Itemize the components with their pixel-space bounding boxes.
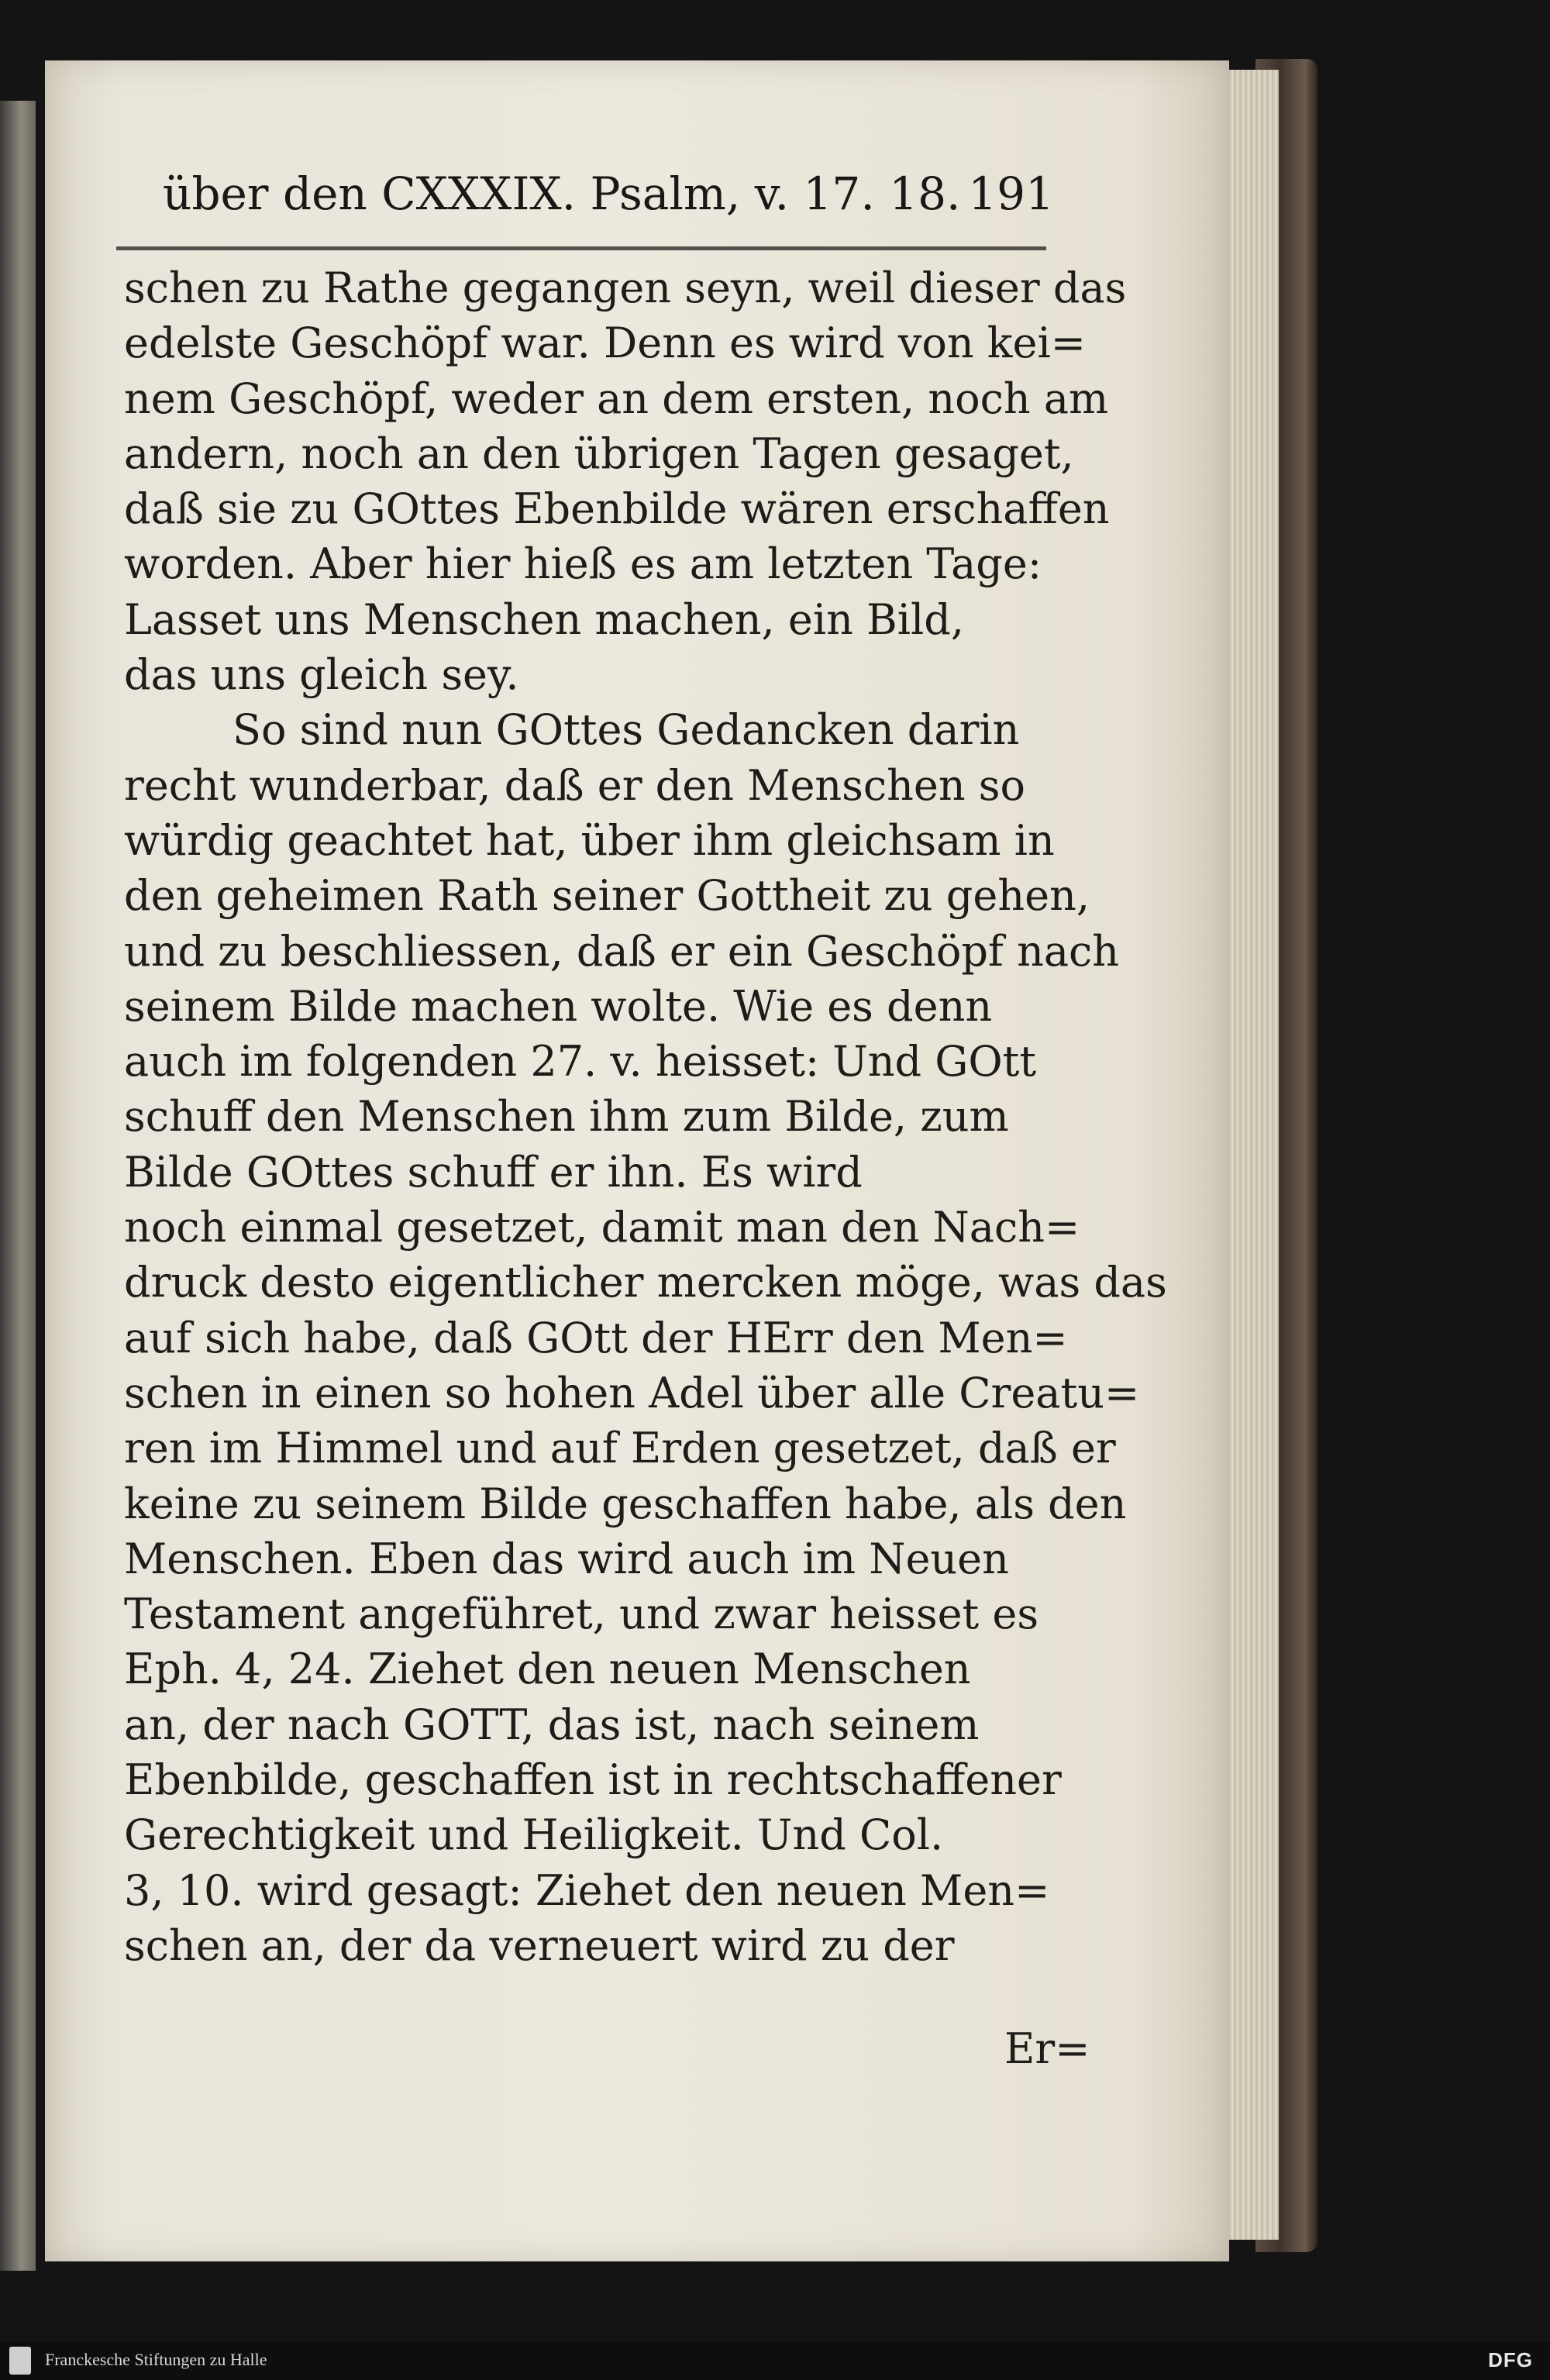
paragraph-start-line: So sind nun GOttes Gedancken darin (232, 705, 1020, 755)
text-line: Menschen. Eben das wird auch im Neuen (124, 1534, 1009, 1583)
text-line: 3, 10. wird gesagt: Ziehet den neuen Men= (124, 1865, 1050, 1915)
text-line: auch im folgenden 27. v. heisset: Und GOtt (124, 1037, 1037, 1087)
text-line: seinem Bilde machen wolte. Wie es denn (124, 981, 993, 1031)
text-line: Gerechtigkeit und Heiligkeit. Und Col. (124, 1810, 944, 1860)
text-line: daß sie zu GOttes Ebenbilde wären erschaffen (124, 484, 1110, 534)
text-line: an, der nach GOTT, das ist, nach seinem (124, 1700, 980, 1749)
institution-logo-icon (9, 2347, 31, 2375)
running-header (163, 167, 1054, 237)
text-line: schen in einen so hohen Adel über alle Creatu= (124, 1368, 1140, 1417)
page-number: 191 (968, 167, 1054, 220)
funder-logo: DFG (1488, 2348, 1533, 2371)
text-line: keine zu seinem Bilde geschaffen habe, als den (124, 1479, 1127, 1528)
text-line: schuff den Menschen ihm zum Bilde, zum (124, 1092, 1009, 1142)
text-line: noch einmal gesetzet, damit man den Nach= (124, 1203, 1080, 1252)
text-line: das uns gleich sey. (124, 650, 519, 700)
body-text (124, 260, 1167, 1973)
text-line: edelste Geschöpf war. Denn es wird von kei= (124, 319, 1086, 368)
text-line: Bilde GOttes schuff er ihn. Es wird (124, 1147, 863, 1197)
text-line: und zu beschliessen, daß er ein Geschöpf nach (124, 926, 1120, 976)
text-line: schen zu Rathe gegangen seyn, weil dieser das (124, 263, 1127, 312)
text-line: würdig geachtet hat, über ihm gleichsam in (124, 815, 1055, 865)
text-line: worden. Aber hier hieß es am letzten Tage: (124, 539, 1042, 589)
text-line: andern, noch an den übrigen Tagen gesaget, (124, 429, 1074, 478)
text-line: den geheimen Rath seiner Gottheit zu gehen, (124, 871, 1090, 921)
text-line: Testament angeführet, und zwar heisset es (124, 1590, 1039, 1639)
text-line: schen an, der da verneuert wird zu der (124, 1920, 955, 1970)
text-line: auf sich habe, daß GOtt der HErr den Men= (124, 1313, 1068, 1362)
text-line: Eph. 4, 24. Ziehet den neuen Menschen (124, 1645, 971, 1694)
text-line: recht wunderbar, daß er den Menschen so (124, 760, 1026, 810)
text-line: druck desto eigentlicher mercken möge, was das (124, 1258, 1167, 1307)
facing-page-edge (0, 101, 36, 2271)
text-line: Lasset uns Menschen machen, ein Bild, (124, 594, 965, 644)
text-line: Ebenbilde, geschaffen ist in rechtschaffener (124, 1755, 1062, 1805)
institution-name: Franckesche Stiftungen zu Halle (45, 2350, 267, 2369)
header-rule (116, 246, 1046, 250)
text-line: ren im Himmel und auf Erden gesetzet, daß er (124, 1424, 1116, 1473)
catchword: Er= (1004, 2024, 1090, 2073)
running-title: über den CXXXIX. Psalm, v. 17. 18. (163, 167, 961, 220)
text-line: nem Geschöpf, weder an dem ersten, noch am (124, 374, 1109, 423)
